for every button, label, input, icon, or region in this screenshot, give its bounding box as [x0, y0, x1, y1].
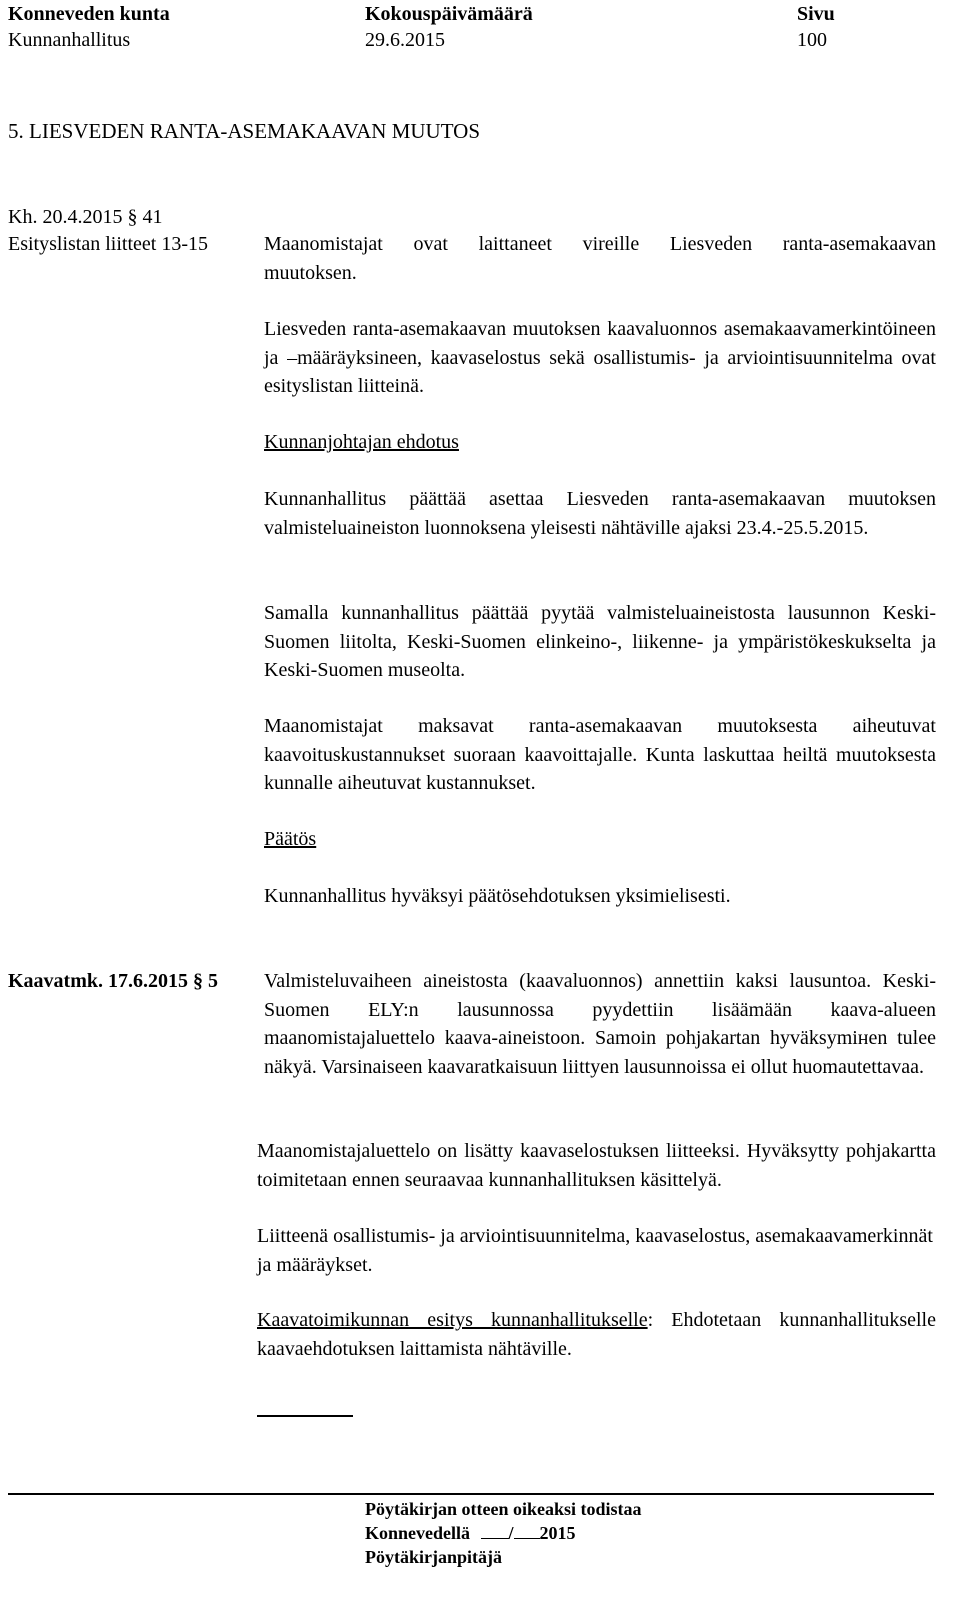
footer-place: Konnevedellä [365, 1523, 471, 1543]
footer-month-blank [514, 1522, 540, 1539]
kaava-proposal-lead: Kaavatoimikunnan esitys kunnanhallitukselle [257, 1309, 648, 1331]
kh-paragraph-4: Samalla kunnanhallitus päättää pyytää valmisteluaineistosta lausunnon Keski-Suomen liitolta, Keski-Suomen elinkeino-, liikenne- ja ympäristökeskukselta ja Keski-Suomen museolta. [264, 602, 936, 681]
kh-paragraph-5: Maanomistajat maksavat ranta-asemakaavan muutoksesta aiheutuvat kaavoituskustannukset suoraan kaavoittajalle. Kunta laskuttaa heiltä muutoksesta kunnalle aiheutuvat kustannukset. [264, 715, 936, 794]
proposal-heading: Kunnanjohtajan ehdotus [264, 431, 459, 453]
footer-certification: Pöytäkirjan otteen oikeaksi todistaa [365, 1499, 642, 1519]
attachments-label: Esityslistan liitteet 13-15 [8, 233, 208, 255]
kh-reference: Kh. 20.4.2015 § 41 [8, 206, 163, 228]
header-date-label: Kokouspäivämäärä [365, 3, 533, 25]
page-title: 5. LIESVEDEN RANTA-ASEMAKAAVAN MUUTOS [8, 119, 481, 143]
header-page-number: 100 [797, 29, 827, 51]
kh-paragraph-1-line2: muutoksen. [264, 261, 357, 284]
footer-place-date [365, 1522, 576, 1544]
kh-paragraph-1-line1: Maanomistajat ovat laittaneet vireille Liesveden ranta-asemakaavan [264, 233, 936, 255]
kaava-reference: Kaavatmk. 17.6.2015 § 5 [8, 970, 218, 992]
kaava-proposal-rest: : Ehdotetaan kunnanhallitukselle kaavaehdotuksen laittamista nähtäville. [257, 1309, 936, 1360]
footer-rule [8, 1493, 934, 1495]
decision-text: Kunnanhallitus hyväksyi päätösehdotuksen yksimielisesti. [264, 885, 731, 907]
kaava-paragraph-1: Valmisteluvaiheen aineistosta (kaavaluonnos) annettiin kaksi lausuntoa. Keski-Suomen ELY:n lausunnossa pyydettiin lisäämään kaava-alueen maanomistajaluettelo kaava-aineistoon. Samoin pohjakartan hyväksymінen tulee näkyä. Varsinaiseen kaavaratkaisuun liittyen lausunnoissa ei ollut huomautettavaa. [264, 970, 936, 1078]
kaava-paragraph-2: Maanomistajaluettelo on lisätty kaavaselostuksen liitteeksi. Hyväksytty pohjakartta toimitetaan ennen seuraavaa kunnanhallituksen käsittelyä. [257, 1140, 936, 1191]
header-page-label: Sivu [797, 3, 835, 25]
header-org: Konneveden kunta [8, 3, 170, 25]
kaava-paragraph-4 [257, 1306, 936, 1363]
decision-heading: Päätös [264, 828, 317, 850]
header-body: Kunnanhallitus [8, 29, 131, 51]
footer-year: 2015 [539, 1523, 576, 1543]
kaava-paragraph-3: Liitteenä osallistumis- ja arviointisuunnitelma, kaavaselostus, asemakaavamerkinnät ja määräykset. [257, 1225, 933, 1276]
kh-paragraph-3: Kunnanhallitus päättää asettaa Liesveden ranta-asemakaavan muutoksen valmisteluaineiston luonnoksena yleisesti nähtäville ajaksi 23.4.-25.5.2015. [264, 488, 936, 539]
footer-secretary: Pöytäkirjanpitäjä [365, 1547, 502, 1567]
section-separator-line [257, 1415, 353, 1417]
kh-paragraph-1 [264, 230, 936, 287]
footer-slash: / [508, 1523, 514, 1543]
header-date: 29.6.2015 [365, 29, 445, 51]
footer-day-blank [481, 1522, 509, 1539]
kh-paragraph-2: Liesveden ranta-asemakaavan muutoksen kaavaluonnos asemakaavamerkintöineen ja –määräyksineen, kaavaselostus sekä osallistumis- ja arviointisuunnitelma ovat esityslistan liitteinä. [264, 318, 936, 397]
